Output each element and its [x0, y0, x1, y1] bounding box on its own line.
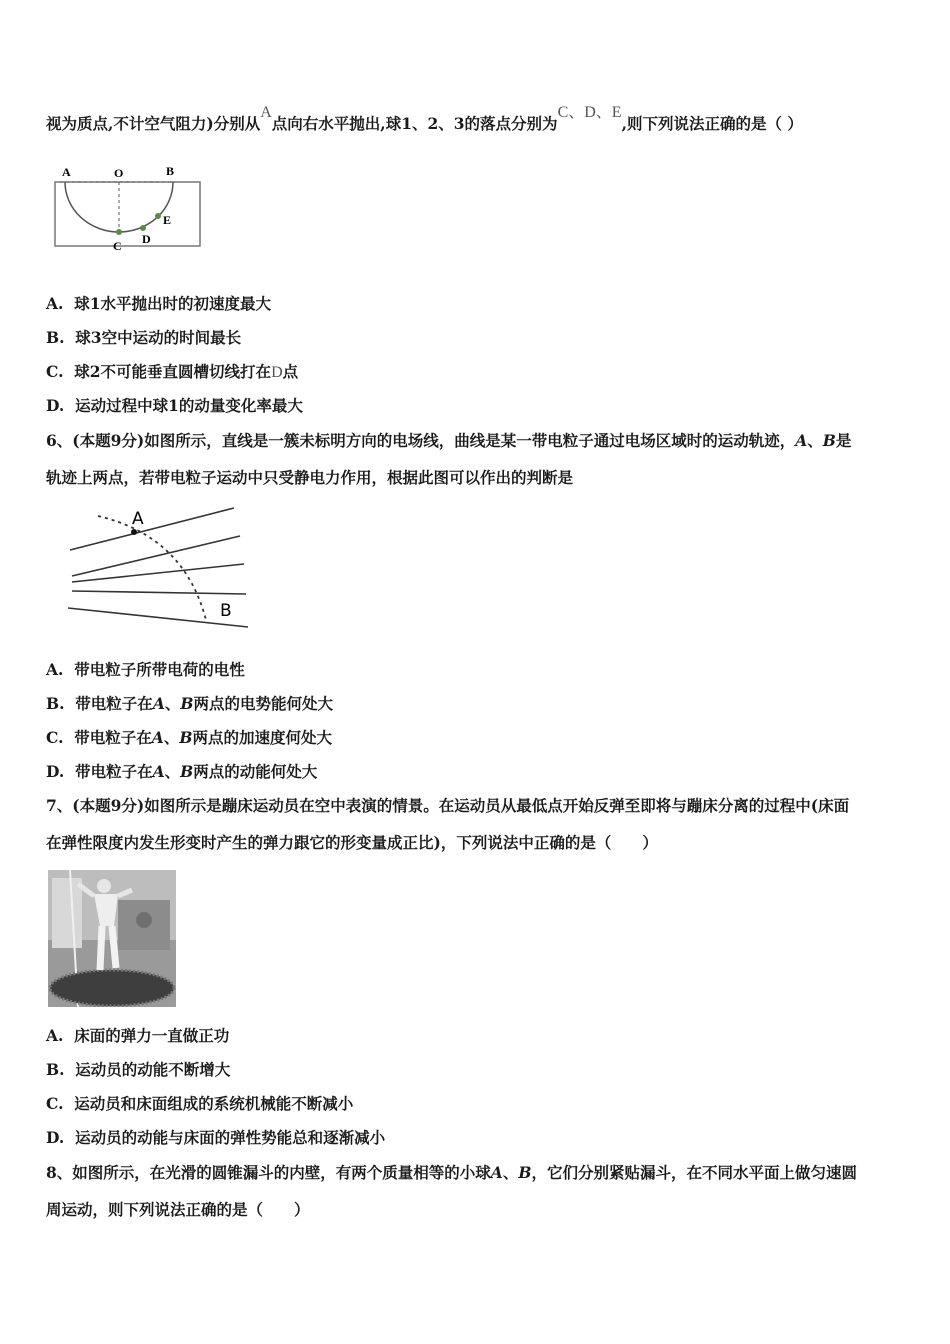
q8-stem-line2: 周运动，则下列说法正确的是（ ） [46, 1200, 310, 1219]
q8-ball-a: A [490, 1163, 503, 1182]
option-text: 运动员的动能与床面的弹性势能总和逐渐减小 [75, 1128, 386, 1147]
q5-option-b [46, 327, 241, 349]
q6-trajectory [98, 516, 206, 620]
option-text: 球2不可能垂直圆槽切线打在 [74, 362, 272, 381]
q5-bowl-figure [50, 158, 210, 254]
q5-ball-c [116, 229, 122, 235]
q6-stem-line1 [46, 430, 851, 452]
q6-field-line-4 [72, 591, 246, 594]
option-point-a: A [152, 694, 165, 713]
q6-point-a-dot [131, 529, 137, 535]
option-key: B. [46, 1060, 65, 1079]
option-point: D [271, 364, 283, 381]
q5-ball-e [155, 213, 161, 219]
q8-stem-line1 [46, 1162, 857, 1184]
q5-ball-d [140, 225, 146, 231]
q5-option-a [46, 293, 271, 315]
option-text: 球1水平抛出时的初速度最大 [74, 294, 272, 313]
option-text: 带电粒子在 [75, 762, 153, 781]
option-key: A. [46, 294, 64, 313]
option-text: 运动员的动能不断增大 [75, 1060, 231, 1079]
photo-spectator [136, 912, 152, 928]
q8-line1-post: ，它们分别紧贴漏斗，在不同水平面上做匀速圆 [531, 1163, 857, 1182]
q7-trampoline-photo [48, 870, 176, 1007]
q5-stem [46, 104, 803, 136]
option-point-b: B [180, 762, 194, 781]
q6-label-b: B [220, 601, 232, 621]
option-text: 带电粒子所带电荷的电性 [74, 660, 245, 679]
option-sep: 、 [164, 762, 181, 781]
q6-option-d [46, 761, 317, 783]
option-key: B. [46, 694, 65, 713]
photo-window [52, 878, 82, 948]
option-sep: 、 [164, 694, 181, 713]
q5-stem-part2: 点向右水平抛出,球1、2、3的落点分别为 [271, 114, 558, 133]
q5-option-c [46, 361, 298, 384]
q7-option-d [46, 1127, 385, 1149]
q6-option-a [46, 659, 245, 681]
q6-point-a: A [795, 431, 808, 450]
q7-option-c [46, 1093, 353, 1115]
q6-field-line-3 [72, 564, 244, 582]
q8-ball-b: B [518, 1163, 532, 1182]
option-key: C. [46, 728, 64, 747]
q6-line1-pre: 6、(本题9分)如图所示，直线是一簇未标明方向的电场线，曲线是某一带电粒子通过电场区域时的运动轨迹， [46, 431, 796, 450]
q6-label-a: A [132, 509, 144, 529]
q8-line1-pre: 8、如图所示，在光滑的圆锥漏斗的内壁，有两个质量相等的小球 [46, 1163, 491, 1182]
option-point-a: A [152, 762, 165, 781]
q6-point-b: B [822, 431, 836, 450]
option-text: 运动员和床面组成的系统机械能不断减小 [74, 1094, 354, 1113]
q5-label-e: E [163, 213, 172, 227]
photo-athlete-head [97, 879, 111, 893]
option-tail: 点 [282, 362, 299, 381]
photo-trampoline-bed [50, 970, 174, 1006]
option-text: 床面的弹力一直做正功 [74, 1026, 230, 1045]
option-text: 带电粒子在 [74, 728, 152, 747]
q5-label-d: D [142, 232, 151, 246]
option-key: B. [46, 328, 65, 347]
q5-label-c: C [113, 239, 122, 253]
option-point-a: A [151, 728, 164, 747]
q7-stem-line1: 7、(本题9分)如图所示是蹦床运动员在空中表演的情景。在运动员从最低点开始反弹至即将与蹦床分离的过程中(床面 [46, 796, 850, 815]
option-text-post: 两点的动能何处大 [193, 762, 318, 781]
q8-sep: 、 [502, 1163, 519, 1182]
q6-line1-post: 是 [835, 431, 852, 450]
q6-field-figure [62, 500, 254, 634]
option-key: C. [46, 1094, 64, 1113]
q5-label-b: B [166, 164, 175, 178]
option-text: 带电粒子在 [75, 694, 153, 713]
option-key: D. [46, 1128, 65, 1147]
q7-option-b [46, 1059, 230, 1081]
option-key: C. [46, 362, 64, 381]
option-key: D. [46, 762, 65, 781]
q5-point-a: A [260, 104, 272, 121]
option-key: A. [46, 1026, 64, 1045]
q7-stem-line2: 在弹性限度内发生形变时产生的弹力跟它的形变量成正比)，下列说法中正确的是（ ） [46, 833, 658, 852]
option-point-b: B [180, 694, 194, 713]
option-text-post: 两点的加速度何处大 [192, 728, 332, 747]
q5-points-cde: C、D、E [557, 104, 622, 121]
q5-label-o: O [114, 166, 124, 180]
q5-label-a: A [62, 165, 71, 179]
option-point-b: B [179, 728, 193, 747]
q5-stem-part1: 视为质点,不计空气阻力)分别从 [46, 114, 261, 133]
q5-option-d [46, 395, 303, 417]
q6-stem-line2: 轨迹上两点，若带电粒子运动中只受静电力作用，根据此图可以作出的判断是 [46, 468, 574, 487]
option-key: A. [46, 660, 64, 679]
option-key: D. [46, 396, 65, 415]
option-text-post: 两点的电势能何处大 [193, 694, 333, 713]
q6-option-b [46, 693, 333, 715]
option-text: 运动过程中球1的动量变化率最大 [75, 396, 303, 415]
option-sep: 、 [163, 728, 180, 747]
q6-option-c [46, 727, 332, 749]
q5-stem-part3: ,则下列说法正确的是（ ） [621, 114, 803, 133]
option-text: 球3空中运动的时间最长 [75, 328, 242, 347]
q7-option-a [46, 1025, 229, 1047]
q6-sep: 、 [807, 431, 823, 450]
